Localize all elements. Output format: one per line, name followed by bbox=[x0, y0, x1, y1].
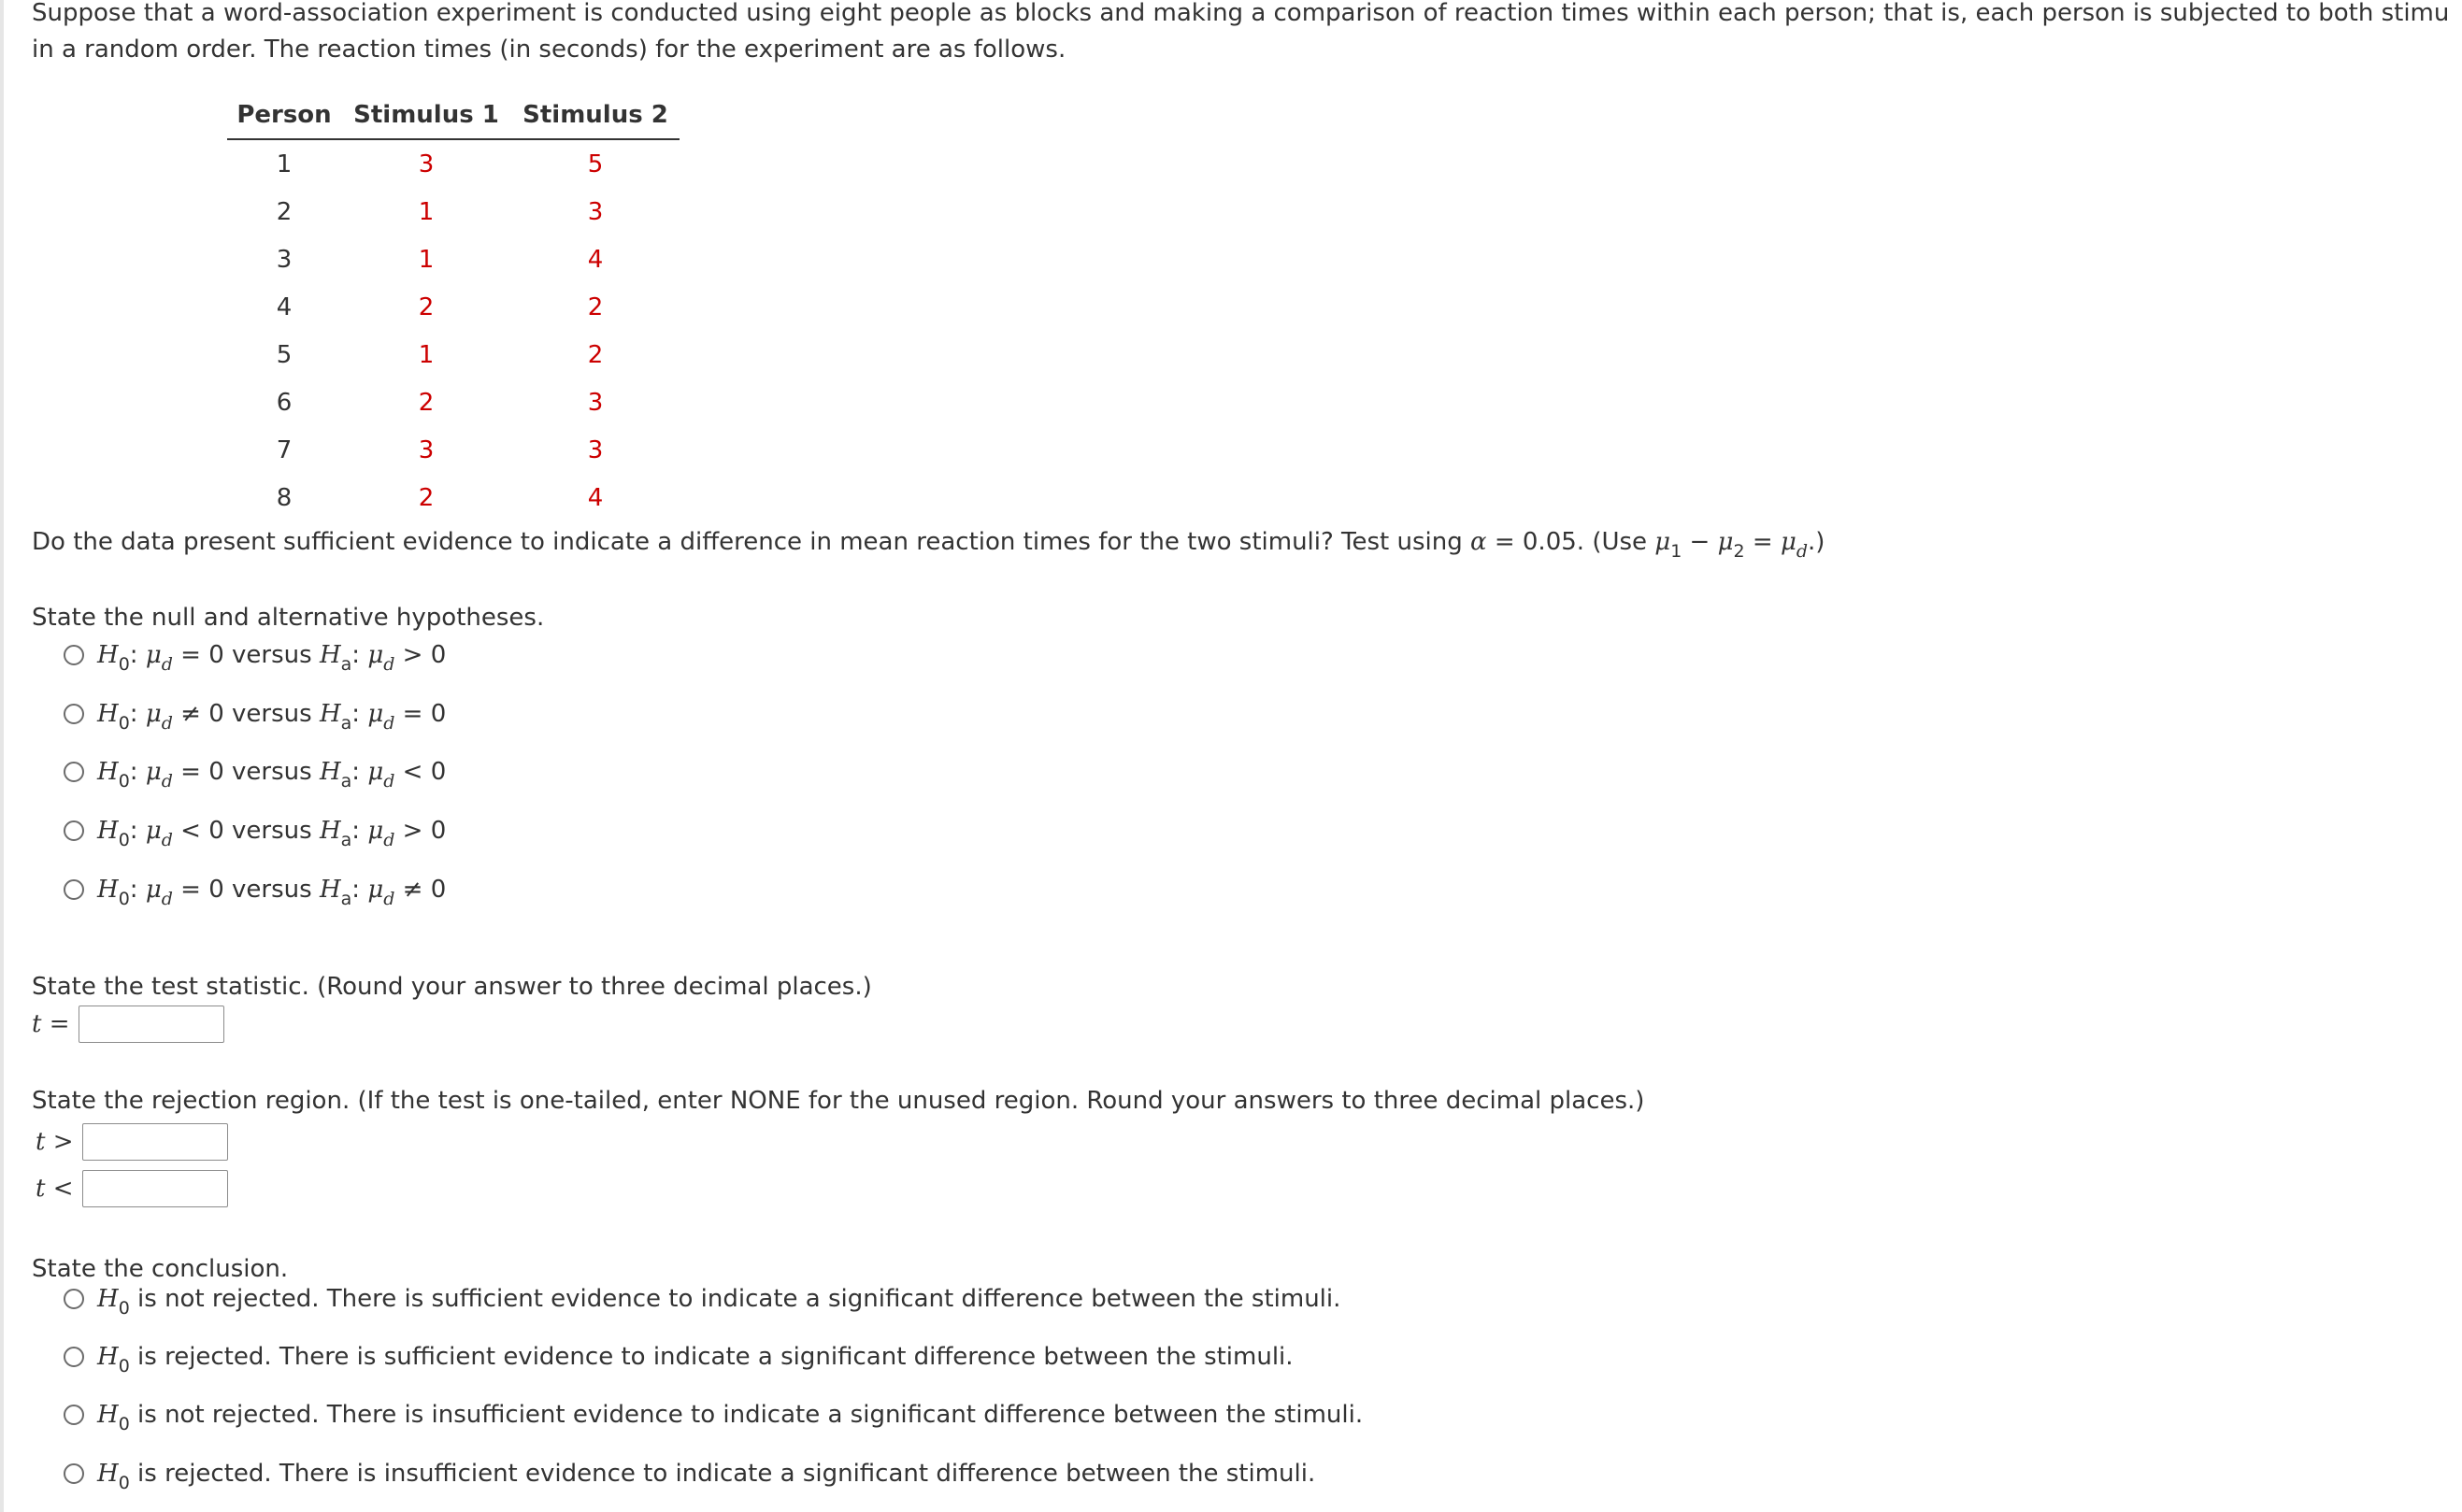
h-sub-0: 0 bbox=[118, 1298, 130, 1319]
h-sub-0: 0 bbox=[118, 1414, 130, 1434]
ha-value: 0 bbox=[430, 876, 447, 904]
hypothesis-option[interactable] bbox=[64, 753, 446, 791]
ha-value: 0 bbox=[430, 817, 447, 845]
versus-text: versus bbox=[223, 641, 320, 669]
h-symbol: H bbox=[319, 758, 341, 786]
colon: : bbox=[129, 876, 146, 904]
mu-symbol: μ bbox=[367, 758, 384, 786]
header-stimulus-2: Stimulus 2 bbox=[511, 92, 680, 139]
h-sub-0: 0 bbox=[118, 1356, 130, 1376]
ha-relation: ≠ bbox=[402, 876, 423, 904]
colon: : bbox=[351, 700, 368, 728]
stimulus-1-cell: 2 bbox=[418, 388, 435, 417]
mu-sub-d: d bbox=[161, 771, 173, 792]
mu-symbol: μ bbox=[145, 817, 162, 845]
t-equals-label: t = bbox=[32, 1010, 70, 1038]
ha-value: 0 bbox=[430, 641, 447, 669]
header-stimulus-1: Stimulus 1 bbox=[341, 92, 511, 139]
radio-button[interactable] bbox=[64, 1347, 84, 1367]
stimulus-1-cell: 1 bbox=[418, 340, 435, 369]
stimulus-1-cell: 3 bbox=[418, 435, 435, 464]
mu-sub-d: d bbox=[1796, 541, 1809, 562]
h0-value: 0 bbox=[208, 641, 224, 669]
mu-sub-d: d bbox=[383, 654, 395, 675]
radio-button[interactable] bbox=[64, 762, 84, 782]
table-header-row bbox=[227, 92, 680, 139]
hypothesis-label[interactable] bbox=[97, 876, 447, 909]
table-row bbox=[227, 235, 680, 283]
mu-sub-d: d bbox=[383, 830, 395, 850]
minus-sign: − bbox=[1682, 528, 1718, 556]
radio-button[interactable] bbox=[64, 1289, 84, 1309]
header-person: Person bbox=[227, 92, 341, 139]
h-symbol: H bbox=[97, 641, 119, 669]
rejection-upper-input[interactable] bbox=[82, 1123, 228, 1161]
mu-sub-1: 1 bbox=[1670, 541, 1682, 562]
h-symbol: H bbox=[97, 700, 119, 728]
mu-symbol: μ bbox=[145, 758, 162, 786]
conclusion-option[interactable] bbox=[64, 1455, 1315, 1492]
intro-line-1: Suppose that a word-association experiment is conducted using eight people as blocks and making a comparison of reaction times within each person; that is, each person is subjected to both stimu bbox=[32, 0, 2450, 27]
conclusion-label[interactable] bbox=[97, 1401, 1364, 1434]
conclusion-option[interactable] bbox=[64, 1280, 1340, 1318]
mu-symbol: μ bbox=[367, 817, 384, 845]
t-less-label: t < bbox=[36, 1175, 74, 1203]
person-cell: 1 bbox=[276, 150, 293, 178]
mu-symbol: μ bbox=[367, 641, 384, 669]
stimulus-2-cell: 5 bbox=[587, 150, 604, 178]
mu-sub-d: d bbox=[383, 713, 395, 734]
h0-relation: ≠ bbox=[180, 700, 201, 728]
h-symbol: H bbox=[97, 1401, 119, 1429]
radio-button[interactable] bbox=[64, 820, 84, 841]
h-sub-0: 0 bbox=[118, 830, 130, 850]
radio-button[interactable] bbox=[64, 704, 84, 724]
h-symbol: H bbox=[319, 817, 341, 845]
h-symbol: H bbox=[319, 876, 341, 904]
t-greater-label: t > bbox=[36, 1128, 74, 1156]
conclusion-prompt: State the conclusion. bbox=[32, 1255, 289, 1283]
ha-relation: = bbox=[402, 700, 423, 728]
h0-value: 0 bbox=[208, 876, 224, 904]
h-symbol: H bbox=[97, 876, 119, 904]
mu-sub-d: d bbox=[161, 713, 173, 734]
table-row bbox=[227, 426, 680, 474]
person-cell: 7 bbox=[276, 435, 293, 464]
versus-text: versus bbox=[223, 758, 320, 786]
conclusion-text: is rejected. There is sufficient evidence to indicate a significant difference between the stimuli. bbox=[129, 1343, 1294, 1371]
stimulus-2-cell: 3 bbox=[587, 435, 604, 464]
reaction-times-table bbox=[227, 92, 680, 521]
h0-relation: = bbox=[180, 876, 201, 904]
conclusion-option[interactable] bbox=[64, 1338, 1294, 1376]
mu-symbol: μ bbox=[1654, 528, 1671, 556]
h0-value: 0 bbox=[208, 817, 224, 845]
versus-text: versus bbox=[223, 817, 320, 845]
h-symbol: H bbox=[319, 641, 341, 669]
radio-button[interactable] bbox=[64, 645, 84, 665]
stimulus-1-cell: 1 bbox=[418, 245, 435, 274]
stimulus-2-cell: 4 bbox=[587, 245, 604, 274]
stimulus-1-cell: 1 bbox=[418, 197, 435, 226]
intro-line-2: in a random order. The reaction times (in seconds) for the experiment are as follows. bbox=[32, 36, 1066, 64]
ha-value: 0 bbox=[430, 758, 447, 786]
hypothesis-option[interactable] bbox=[64, 695, 446, 733]
conclusion-text: is not rejected. There is insufficient evidence to indicate a significant difference between the stimuli. bbox=[129, 1401, 1364, 1429]
h-symbol: H bbox=[97, 1460, 119, 1488]
person-cell: 5 bbox=[276, 340, 293, 369]
person-cell: 2 bbox=[276, 197, 293, 226]
conclusion-text: is not rejected. There is sufficient evidence to indicate a significant difference between the stimuli. bbox=[129, 1285, 1341, 1313]
mu-sub-2: 2 bbox=[1733, 541, 1745, 562]
mu-symbol: μ bbox=[367, 700, 384, 728]
mu-symbol: μ bbox=[1717, 528, 1734, 556]
mu-symbol: μ bbox=[1780, 528, 1796, 556]
person-cell: 4 bbox=[276, 292, 293, 321]
hypothesis-option[interactable] bbox=[64, 871, 446, 908]
alpha-value: = 0.05. (Use bbox=[1486, 528, 1655, 556]
stimulus-1-cell: 2 bbox=[418, 292, 435, 321]
h-sub-a: a bbox=[340, 713, 352, 734]
h-sub-a: a bbox=[340, 771, 352, 792]
mu-sub-d: d bbox=[383, 889, 395, 909]
table-row bbox=[227, 331, 680, 378]
mu-symbol: μ bbox=[145, 700, 162, 728]
conclusion-option[interactable] bbox=[64, 1396, 1363, 1434]
mu-sub-d: d bbox=[383, 771, 395, 792]
question-main: Do the data present sufficient evidence to indicate a difference in mean reaction times for the two stimuli? Test using bbox=[32, 528, 1471, 556]
mu-symbol: μ bbox=[145, 876, 162, 904]
h-sub-0: 0 bbox=[118, 713, 130, 734]
h-sub-a: a bbox=[340, 654, 352, 675]
mu-symbol: μ bbox=[367, 876, 384, 904]
colon: : bbox=[351, 817, 368, 845]
ha-relation: > bbox=[402, 641, 423, 669]
table-row bbox=[227, 188, 680, 235]
test-statistic-prompt: State the test statistic. (Round your answer to three decimal places.) bbox=[32, 973, 872, 1001]
ha-relation: > bbox=[402, 817, 423, 845]
question-end: .) bbox=[1808, 528, 1825, 556]
h-symbol: H bbox=[97, 1285, 119, 1313]
conclusion-label[interactable] bbox=[97, 1460, 1316, 1493]
colon: : bbox=[351, 758, 368, 786]
radio-button[interactable] bbox=[64, 1405, 84, 1425]
stimulus-1-cell: 3 bbox=[418, 150, 435, 178]
h-sub-0: 0 bbox=[118, 889, 130, 909]
person-cell: 8 bbox=[276, 483, 293, 512]
ha-relation: < bbox=[402, 758, 423, 786]
colon: : bbox=[129, 700, 146, 728]
h0-value: 0 bbox=[208, 700, 224, 728]
h0-relation: < bbox=[180, 817, 201, 845]
colon: : bbox=[351, 876, 368, 904]
h0-relation: = bbox=[180, 641, 201, 669]
h-symbol: H bbox=[319, 700, 341, 728]
hypothesis-label[interactable] bbox=[97, 758, 447, 792]
h-sub-a: a bbox=[340, 830, 352, 850]
h-symbol: H bbox=[97, 1343, 119, 1371]
conclusion-text: is rejected. There is insufficient evidence to indicate a significant difference between the stimuli. bbox=[129, 1460, 1316, 1488]
conclusion-label[interactable] bbox=[97, 1343, 1294, 1376]
stimulus-1-cell: 2 bbox=[418, 483, 435, 512]
h-sub-a: a bbox=[340, 889, 352, 909]
hypothesis-label[interactable] bbox=[97, 641, 447, 675]
person-cell: 6 bbox=[276, 388, 293, 417]
stimulus-2-cell: 2 bbox=[587, 292, 604, 321]
mu-symbol: μ bbox=[145, 641, 162, 669]
test-statistic-input[interactable] bbox=[79, 1006, 224, 1043]
table-row bbox=[227, 139, 680, 188]
versus-text: versus bbox=[223, 700, 320, 728]
stimulus-2-cell: 3 bbox=[587, 197, 604, 226]
table-row bbox=[227, 283, 680, 331]
h-sub-0: 0 bbox=[118, 654, 130, 675]
hypothesis-label[interactable] bbox=[97, 817, 447, 850]
h0-value: 0 bbox=[208, 758, 224, 786]
colon: : bbox=[351, 641, 368, 669]
rejection-region-prompt: State the rejection region. (If the test is one-tailed, enter NONE for the unused region. Round your answers to three decimal places.) bbox=[32, 1087, 1645, 1115]
mu-sub-d: d bbox=[161, 830, 173, 850]
table-row bbox=[227, 378, 680, 426]
equals-sign: = bbox=[1744, 528, 1781, 556]
colon: : bbox=[129, 641, 146, 669]
ha-value: 0 bbox=[430, 700, 447, 728]
mu-sub-d: d bbox=[161, 654, 173, 675]
mu-sub-d: d bbox=[161, 889, 173, 909]
rejection-lower-input[interactable] bbox=[82, 1170, 228, 1207]
radio-button[interactable] bbox=[64, 1463, 84, 1484]
hypothesis-label[interactable] bbox=[97, 700, 447, 734]
hypotheses-prompt: State the null and alternative hypotheses. bbox=[32, 604, 545, 632]
hypothesis-option[interactable] bbox=[64, 636, 446, 674]
hypothesis-option[interactable] bbox=[64, 812, 446, 849]
left-border bbox=[0, 0, 4, 1512]
h-sub-0: 0 bbox=[118, 1473, 130, 1493]
colon: : bbox=[129, 817, 146, 845]
colon: : bbox=[129, 758, 146, 786]
stimulus-2-cell: 3 bbox=[587, 388, 604, 417]
stimulus-2-cell: 4 bbox=[587, 483, 604, 512]
h-symbol: H bbox=[97, 817, 119, 845]
alpha-symbol: α bbox=[1470, 528, 1487, 556]
h-symbol: H bbox=[97, 758, 119, 786]
stimulus-2-cell: 2 bbox=[587, 340, 604, 369]
versus-text: versus bbox=[223, 876, 320, 904]
h-sub-0: 0 bbox=[118, 771, 130, 792]
radio-button[interactable] bbox=[64, 879, 84, 900]
conclusion-label[interactable] bbox=[97, 1285, 1341, 1319]
question-text bbox=[32, 523, 1825, 561]
table-row bbox=[227, 474, 680, 521]
person-cell: 3 bbox=[276, 245, 293, 274]
h0-relation: = bbox=[180, 758, 201, 786]
